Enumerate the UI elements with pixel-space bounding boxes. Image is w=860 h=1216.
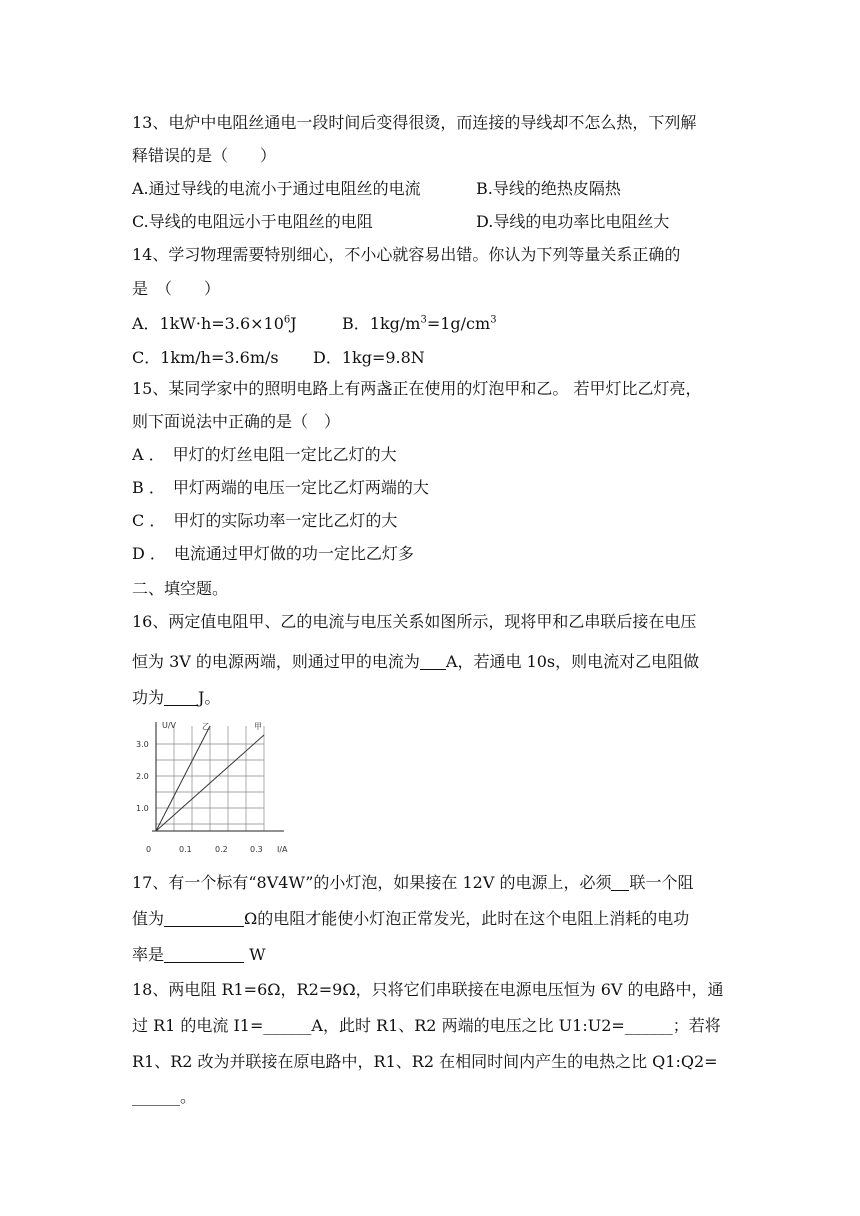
q17-blank-resistance[interactable] [164,910,244,927]
q18-line2: 过 R1 的电流 I1=______A，此时 R1、R2 两端的电压之比 U1:U2=______；若将 [132,1016,721,1035]
q18-line3: R1、R2 改为并联接在原电路中，R1、R2 在相同时间内产生的电热之比 Q1:Q2= [132,1052,718,1071]
q13-stem-line2: 释错误的是（ ） [132,146,277,165]
x-tick-0-3: 0.3 [250,845,263,854]
q18-line1: 18、两电阻 R1=6Ω，R2=9Ω，只将它们串联接在电源电压恒为 6V 的电路中，通 [132,980,724,999]
x-tick-0-1: 0.1 [179,845,192,854]
curve-label-jia: 甲 [254,722,262,731]
q17-line2: 值为 Ω的电阻才能使小灯泡正常发光，此时在这个电阻上消耗的电功 [132,909,690,928]
q15-stem-line1: 15、某同学家中的照明电路上有两盏正在使用的灯泡甲和乙。 若甲灯比乙灯亮， [132,379,702,398]
q14-option-b: B．$1kg/m^3=1g/cm^3$ [342,314,497,333]
q17-blank-connection[interactable] [611,874,629,891]
ui-graph [132,716,297,861]
q17-line3: 率是 W [132,945,266,964]
q14-option-d: D．1kg=9.8N [313,348,425,367]
section-heading: 二、填空题。 [132,579,229,598]
q14-stem-line2: 是 （ ） [132,279,221,298]
q14-stem-line1: 14、学习物理需要特别细心，不小心就容易出错。你认为下列等量关系正确的 [132,245,681,264]
q14-option-a: A．$1kW\cdot h=3.6\times 10^6J$ [132,314,297,333]
q15-option-a: A ． 甲灯的灯丝电阻一定比乙灯的大 [132,445,397,464]
q16-blank-current[interactable] [420,653,446,670]
x-tick-0: 0 [146,845,152,854]
q16-line1: 16、两定值电阻甲、乙的电流与电压关系如图所示，现将甲和乙串联后接在电压 [132,612,697,631]
q16-line2: 恒为 3V 的电源两端，则通过甲的电流为 A，若通电 10s，则电流对乙电阻做 [132,652,700,671]
q15-option-b: B ． 甲灯两端的电压一定比乙灯两端的大 [132,478,429,497]
q17-blank-power[interactable] [164,946,244,963]
x-tick-0-2: 0.2 [215,845,228,854]
q16-line3: 功为 J。 [132,688,221,707]
y-axis-label: U/V [162,721,177,730]
q15-stem-line2: 则下面说法中正确的是（ ） [132,412,341,431]
q13-option-d: D.导线的电功率比电阻丝大 [476,212,670,231]
y-tick-3: 3.0 [136,740,149,749]
q15-option-d: D ． 电流通过甲灯做的功一定比乙灯多 [132,544,414,563]
q15-option-c: C ． 甲灯的实际功率一定比乙灯的大 [132,511,398,530]
q13-option-c: C.导线的电阻远小于电阻丝的电阻 [132,212,373,231]
q13-option-a: A.通过导线的电流小于通过电阻丝的电流 [132,179,421,198]
q13-option-b: B.导线的绝热皮隔热 [476,179,621,198]
curve-label-yi: 乙 [202,722,210,731]
q16-blank-work[interactable] [164,689,198,706]
y-tick-1: 1.0 [136,804,149,813]
x-axis-label: I/A [277,845,288,854]
q14-option-c: C．1km/h=3.6m/s [132,348,279,367]
q17-line1: 17、有一个标有“8V4W”的小灯泡，如果接在 12V 的电源上，必须 联一个阻 [132,873,694,892]
line-yi [156,726,210,831]
y-tick-2: 2.0 [136,772,149,781]
q13-stem-line1: 13、电炉中电阻丝通电一段时间后变得很烫，而连接的导线却不怎么热，下列解 [132,113,697,132]
q18-line4: ______。 [132,1087,197,1106]
